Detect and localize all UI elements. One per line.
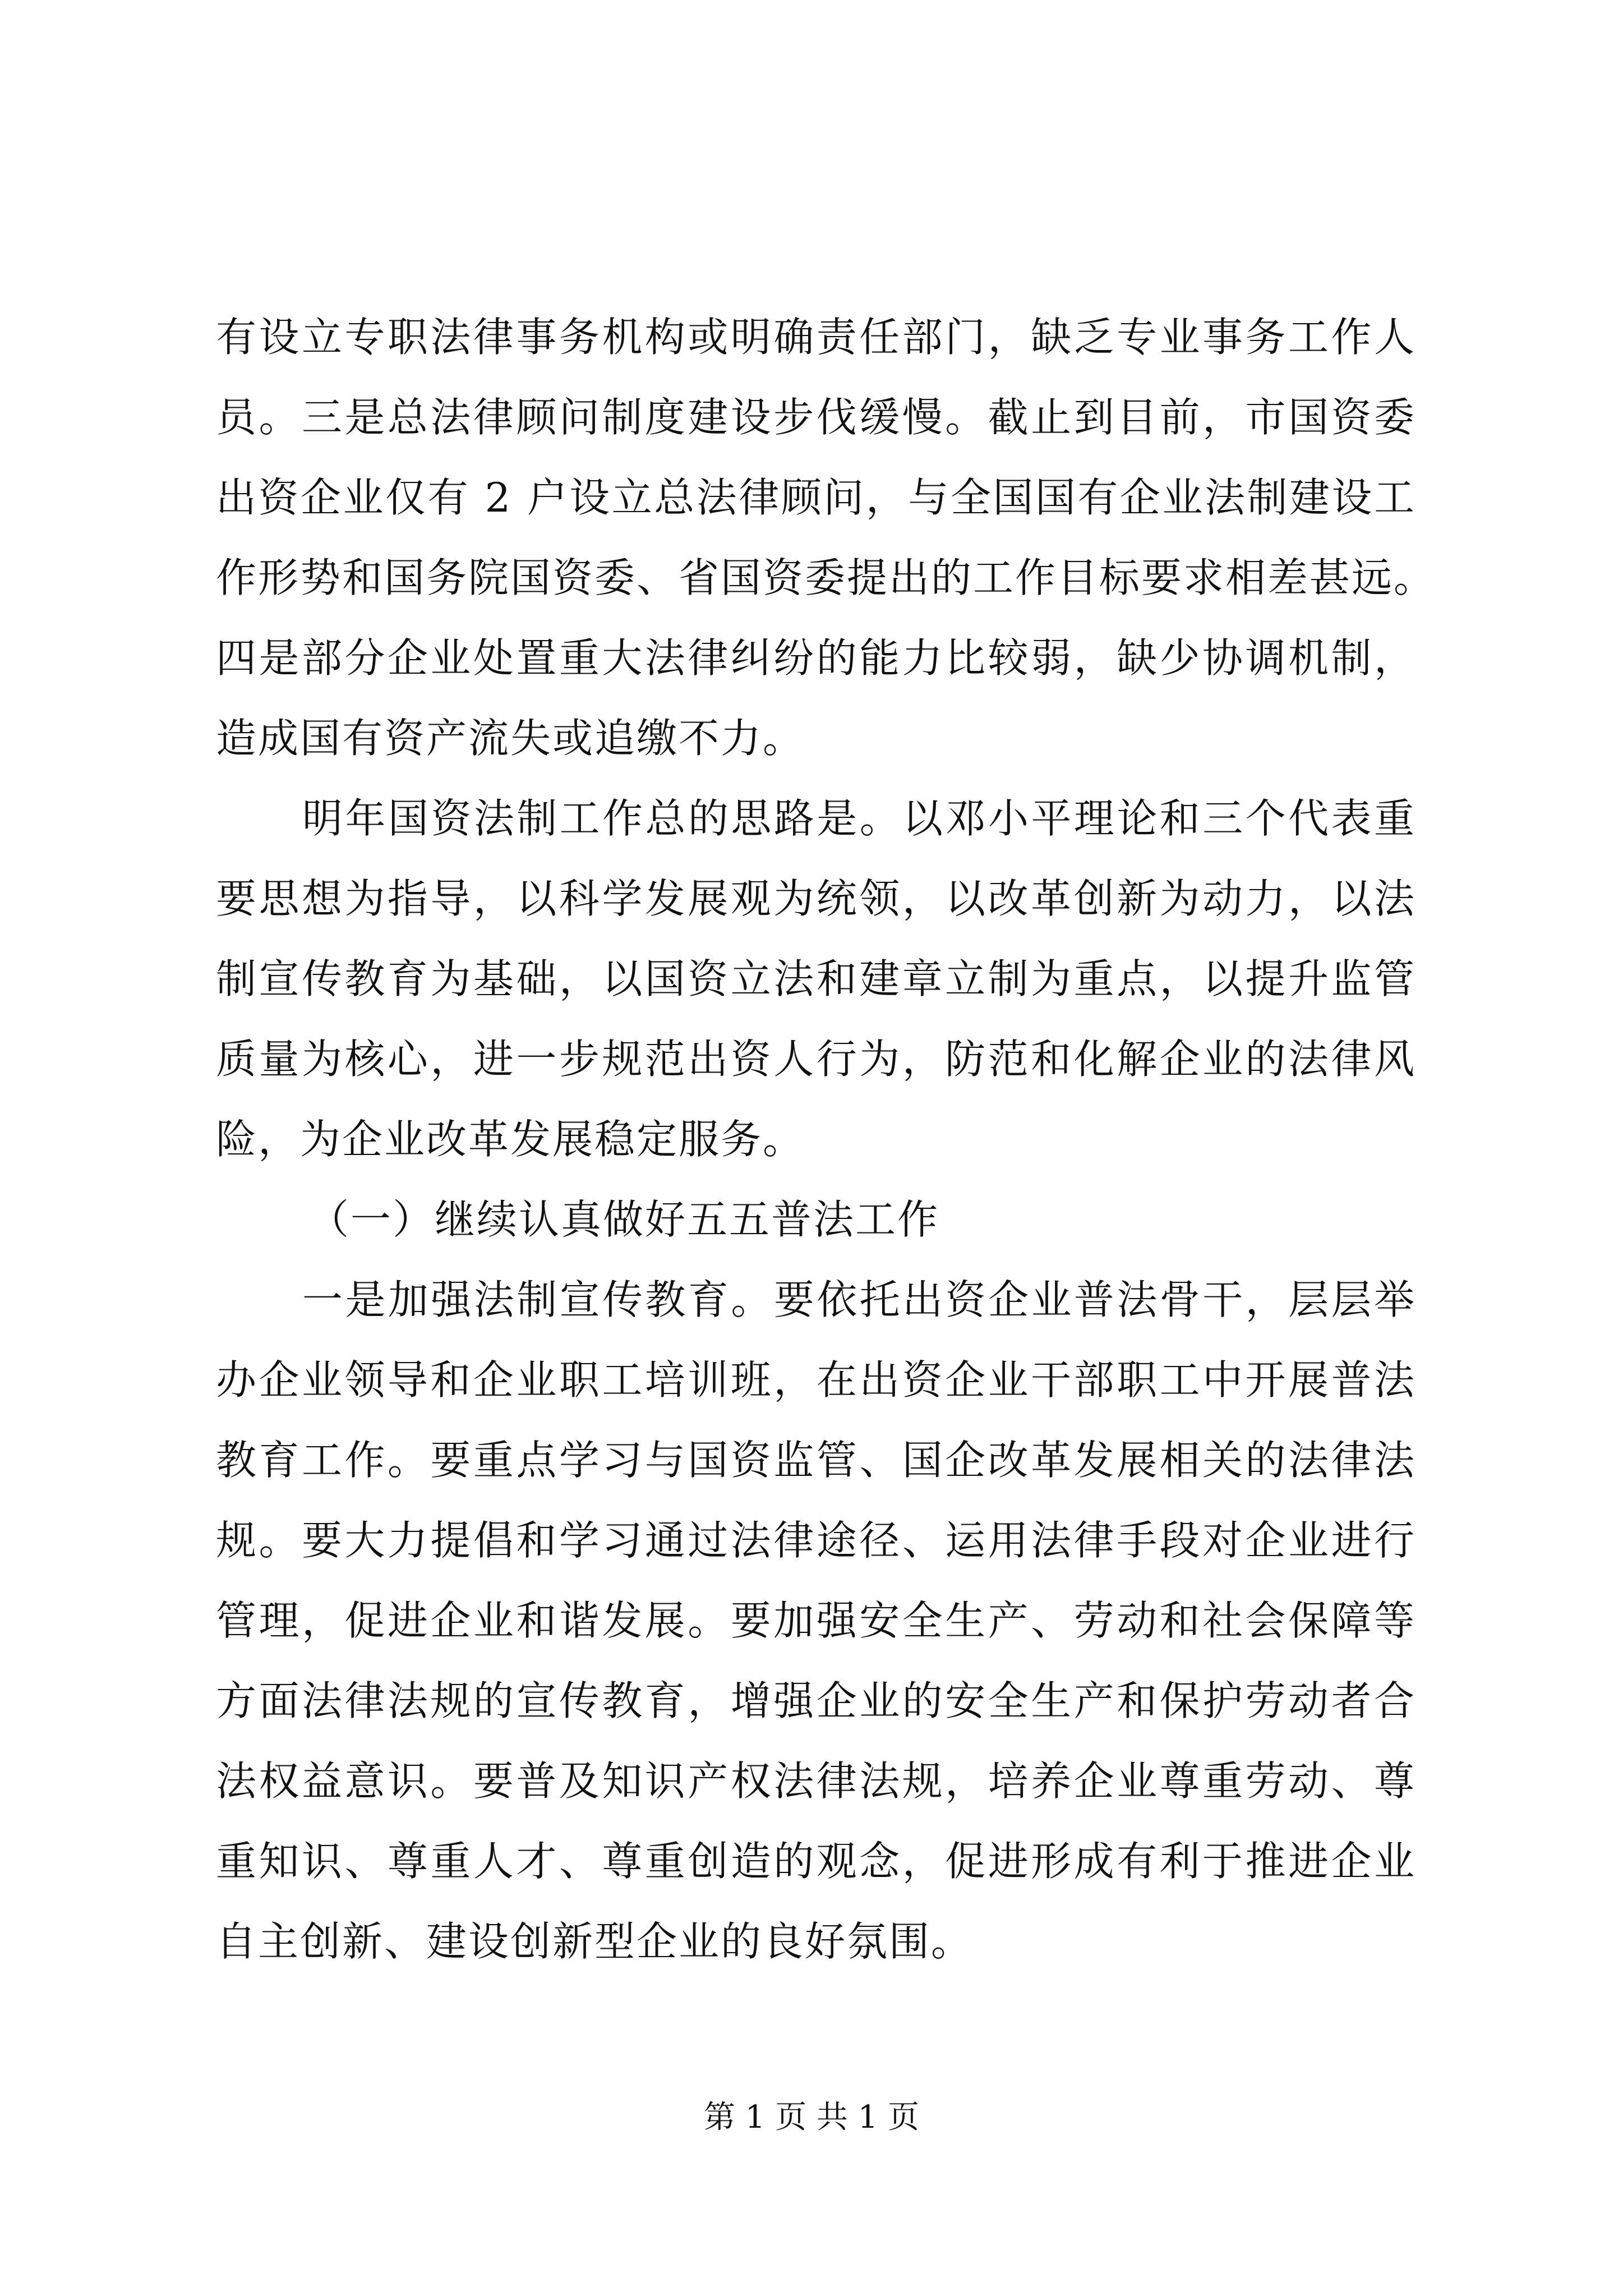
section-heading: （一）继续认真做好五五普法工作 — [308, 1196, 940, 1243]
paragraph-line: 造成国有资产流失或追缴不力。 — [216, 715, 805, 762]
paragraph-line: 办企业领导和企业职工培训班，在出资企业干部职工中开展普法 — [216, 1356, 1416, 1404]
paragraph-line: 质量为核心，进一步规范出资人行为，防范和化解企业的法律风 — [216, 1036, 1416, 1083]
paragraph-line: 法权益意识。要普及知识产权法律法规，培养企业尊重劳动、尊 — [216, 1757, 1416, 1805]
paragraph-line: 险，为企业改革发展稳定服务。 — [216, 1116, 805, 1163]
document-body — [216, 297, 1436, 1982]
page-number-footer: 第 1 页 共 1 页 — [703, 2099, 920, 2136]
paragraph-line: 制宣传教育为基础，以国资立法和建章立制为重点，以提升监管 — [216, 955, 1416, 1002]
paragraph-line: 自主创新、建设创新型企业的良好氛围。 — [216, 1918, 974, 1965]
paragraph-line: 一是加强法制宣传教育。要依托出资企业普法骨干，层层举 — [302, 1276, 1416, 1323]
paragraph-line: 教育工作。要重点学习与国资监管、国企改革发展相关的法律法 — [216, 1437, 1416, 1484]
paragraph-line: 管理，促进企业和谐发展。要加强安全生产、劳动和社会保障等 — [216, 1597, 1416, 1644]
paragraph-line: 方面法律法规的宣传教育，增强企业的安全生产和保护劳动者合 — [216, 1677, 1416, 1724]
paragraph-line: 出资企业仅有 2 户设立总法律顾问，与全国国有企业法制建设工 — [216, 474, 1416, 521]
paragraph-line: 员。三是总法律顾问制度建设步伐缓慢。截止到目前，市国资委 — [216, 394, 1416, 441]
paragraph-line: 规。要大力提倡和学习通过法律途径、运用法律手段对企业进行 — [216, 1517, 1416, 1564]
paragraph-line: 有设立专职法律事务机构或明确责任部门，缺乏专业事务工作人 — [216, 314, 1416, 361]
paragraph-line: 四是部分企业处置重大法律纠纷的能力比较弱，缺少协调机制， — [216, 634, 1416, 682]
paragraph-line: 要思想为指导，以科学发展观为统领，以改革创新为动力，以法 — [216, 875, 1416, 922]
paragraph-line: 作形势和国务院国资委、省国资委提出的工作目标要求相差甚远。 — [216, 554, 1436, 601]
paragraph-line: 重知识、尊重人才、尊重创造的观念，促进形成有利于推进企业 — [216, 1838, 1416, 1885]
paragraph-line: 明年国资法制工作总的思路是。以邓小平理论和三个代表重 — [302, 795, 1416, 842]
